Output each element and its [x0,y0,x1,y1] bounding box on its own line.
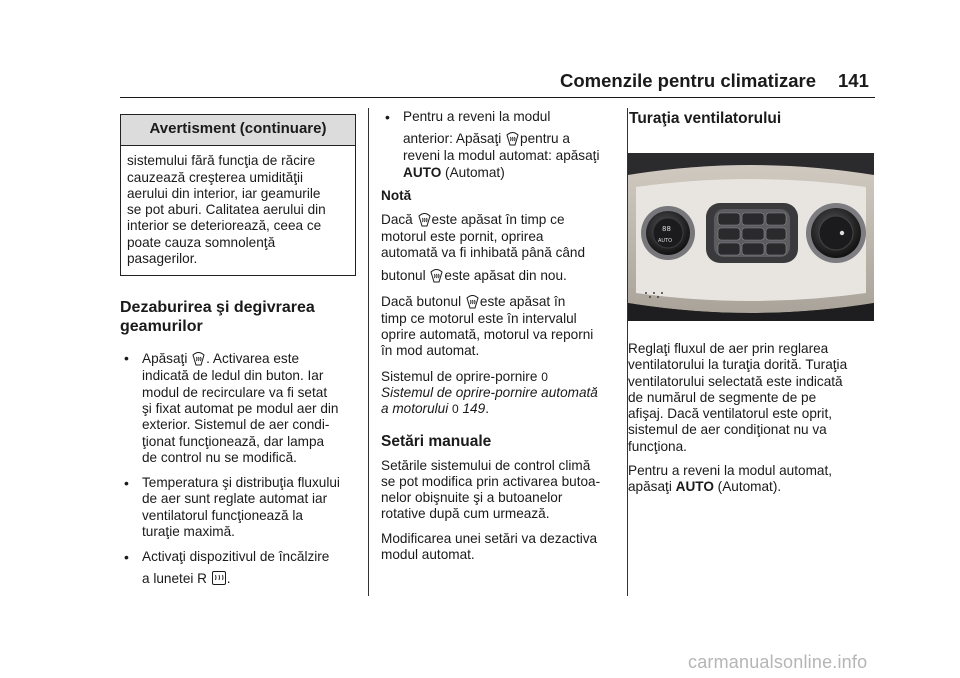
climate-panel-illustration [628,153,874,321]
text-line: automată va fi inhibată până când [381,245,586,261]
column-3 [628,109,876,496]
text-line: de control nu se modifică. [142,449,297,465]
text-line: turaţie maximă. [142,524,235,540]
auto-label: AUTO [403,164,442,180]
warning-heading: Avertisment (continuare) [121,115,355,146]
heading-line: geamurilor [120,318,203,336]
text: . [485,401,489,417]
text: apăsaţi [628,479,676,495]
text-line: funcţiona. [628,438,687,454]
front-defrost-icon [418,212,431,227]
column-2 [381,109,621,563]
text-line: de numărul de segmente de pe [628,389,817,405]
text-line: afişaj. Dacă ventilatorul este oprit, [628,406,833,422]
front-defrost-icon [506,131,519,146]
text-line: modul de recirculare va fi setat [142,384,328,400]
warning-line: poate cauza somnolenţă [127,234,276,250]
xref-arrow-icon: 0 [452,402,459,417]
column-1 [120,114,356,588]
front-defrost-icon [430,268,443,283]
text-line: reveni la modul automat: apăsaţi [403,148,600,164]
text-line: • Activaţi dispozitivul de încălzire [142,549,330,565]
text-line: motorul este pornit, oprirea [381,229,544,245]
paragraph [628,341,876,455]
warning-body [121,146,355,275]
text: Dacă [381,212,413,228]
front-defrost-icon [466,294,479,309]
text-line: ventilatorului selectată este indicată [628,373,843,389]
warning-line: se pot aburi. Calitatea aerului din [127,202,326,218]
rear-defrost-icon [212,571,226,586]
column-divider [368,108,369,596]
text-line: Reglaţi fluxul de aer prin reglarea [628,341,829,356]
text: butonul [381,267,426,283]
xref-link-text[interactable]: a motorului [381,401,449,417]
temp-readout: 88 [662,225,671,233]
xref-link-text[interactable]: Sistemul de oprire-pornire automată [381,384,598,400]
climate-control-photo [628,153,874,321]
text: (Automat). [713,479,782,495]
text-line: oprire automată, motorul va reporni [381,327,594,343]
text: a lunetei R [142,570,207,586]
front-defrost-icon [192,351,205,366]
text-line: • Temperatura şi distribuţia fluxului [142,475,340,491]
text: Apăsaţi [142,351,188,367]
warning-line: aerului din interior, iar geamurile [127,185,321,201]
watermark-footer: carmanualsonline.info [688,652,868,672]
text: este apăsat din nou. [444,267,567,283]
note-paragraph [381,293,621,360]
auto-label: AUTO [675,479,714,495]
note-label: Notă [381,187,412,203]
text-line: Modificarea unei setări va dezactiva [381,530,598,546]
warning-line: interior se deteriorează, ceea ce [127,218,322,234]
text-line: ventilatorului la turaţia dorită. Turaţia [628,357,848,373]
auto-knob-label: AUTO [658,238,673,244]
section-heading-manual: Setări manuale [381,432,492,450]
xref-page-link[interactable]: 149 [462,401,486,417]
paragraph [628,463,876,496]
text-line: ventilatorul funcţionează la [142,507,303,523]
text-line: sistemul de aer condiţionat nu va [628,422,827,438]
stop-start-paragraph [381,369,621,418]
text-line: • Pentru a reveni la modul [403,109,551,124]
text-line: rotative după cum urmează. [381,506,550,522]
warning-line: sistemului fără funcţia de răcire [127,153,316,169]
text: Dacă butonul [381,293,462,309]
text: este apăsat în timp ce [431,212,565,228]
text-line: nelor obişnuite şi a butoanelor [381,490,563,506]
text-line: timp ce motorul este în intervalul [381,310,577,326]
text-line: exterior. Sistemul de aer condi- [142,417,330,433]
text-line: Setările sistemului de control climă [381,457,591,473]
text: Sistemul de oprire-pornire [381,368,538,384]
paragraph [381,458,621,523]
text: pentru a [520,131,570,147]
text-line: se pot modifica prin activarea butoa- [381,473,601,489]
text-line: de aer sunt reglate automat iar [142,491,328,507]
text-line: în mod automat. [381,343,480,359]
section-heading-defrost [120,298,356,336]
xref-arrow-icon: 0 [541,369,548,384]
text-line: indicată de ledul din buton. Iar [142,368,324,384]
text: este apăsat în [479,293,566,309]
text: (Automat) [441,164,505,180]
text-line: şi fixat automat pe modul aer din [142,400,339,416]
bullet-item [120,350,356,466]
heading-line: Dezaburirea şi degivrarea [120,299,315,317]
note-paragraph [381,211,621,285]
text-line: Pentru a reveni la modul automat, [628,463,833,479]
warning-line: cauzează creşterea umidităţii [127,169,304,185]
bullet-item [381,109,621,181]
page-header-title: Comenzile pentru climatizare [560,70,816,91]
text-line: modul automat. [381,547,475,563]
header-rule [120,97,875,98]
warning-line: pasagerilor. [127,251,198,267]
warning-box [120,114,356,276]
text: . Activarea este [206,351,300,367]
text: . [226,570,231,586]
paragraph [381,531,621,564]
page-number: 141 [838,70,869,91]
section-heading-fan-speed: Turaţia ventilatorului [629,110,782,127]
bullet-item [120,475,356,540]
bullet-item [120,549,356,587]
text-line: ţionat funcţionează, dar lampa [142,433,325,449]
text: anterior: Apăsaţi [403,131,502,147]
